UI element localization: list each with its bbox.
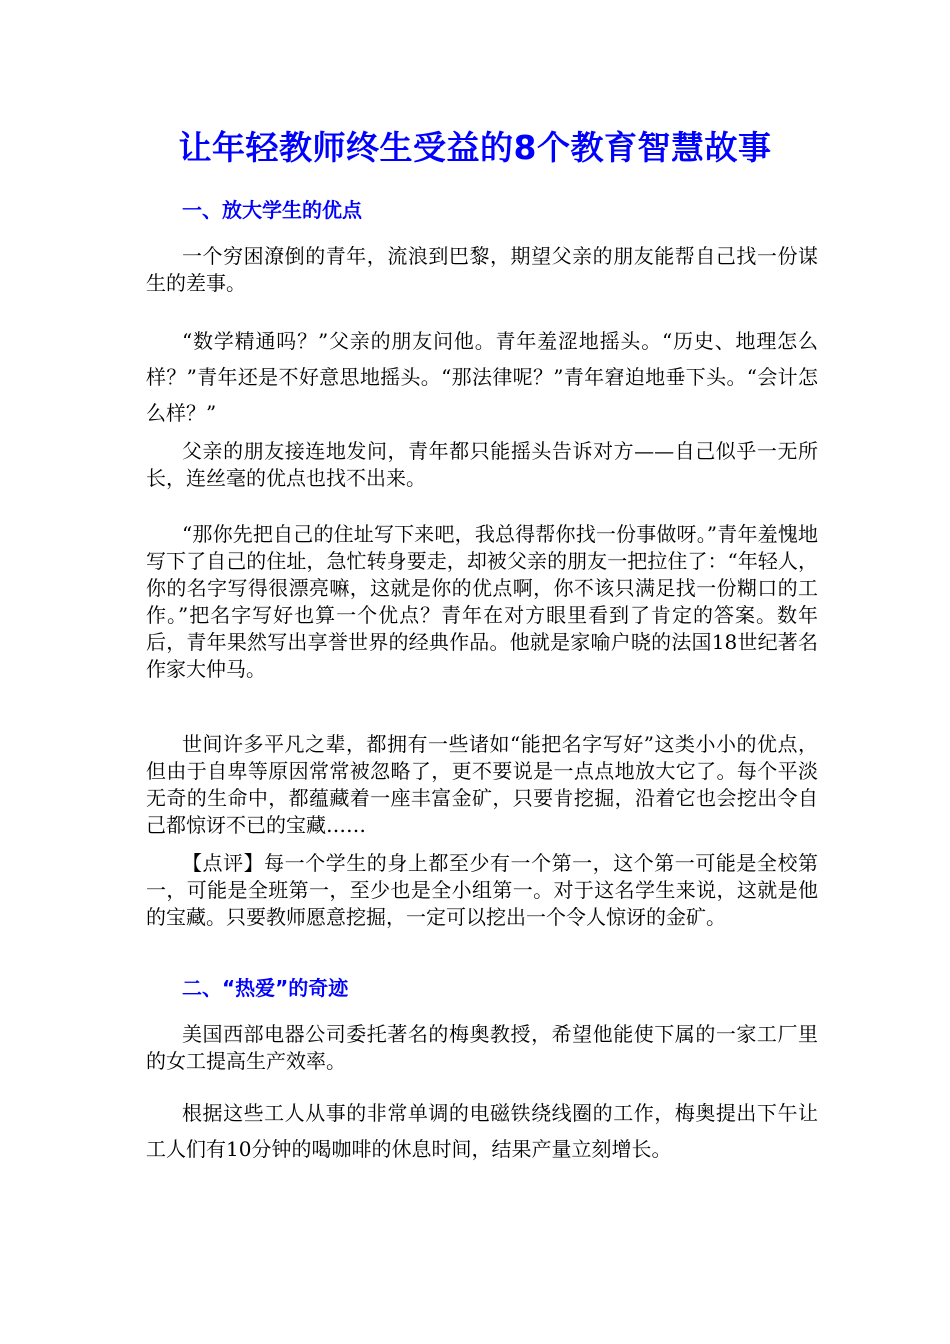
document-title: 让年轻教师终生受益的8个教育智慧故事 xyxy=(178,128,772,167)
section-heading-2: 二、“热爱”的奇迹 xyxy=(182,976,349,1000)
review-paragraph: 【点评】每一个学生的身上都至少有一个第一，这个第一可能是全校第一，可能是全班第一，至少也是全小组第一。对于这名学生来说，这就是他的宝藏。只要教师愿意挖掘，一定可以挖出一个令人惊讶的金矿。 xyxy=(146,851,818,929)
paragraph: 根据这些工人从事的非常单调的电磁铁绕线圈的工作，梅奥提出下午让工人们有10分钟的喝咖啡的休息时间，结果产量立刻增长。 xyxy=(146,1101,818,1161)
paragraph: “那你先把自己的住址写下来吧，我总得帮你找一份事做呀。”青年羞愧地写下了自己的住址，急忙转身要走，却被父亲的朋友一把拉住了：“年轻人，你的名字写得很漂亮嘛，这就是你的优点啊，你不该只满足找一份糊口的工作。”把名字写好也算一个优点？青年在对方眼里看到了肯定的答案。数年后，青年果然写出享誉世界的经典作品。他就是家喻户晓的法国18世纪著名作家大仲马。 xyxy=(146,522,818,681)
paragraph: 父亲的朋友接连地发问，青年都只能摇头告诉对方——自己似乎一无所长，连丝毫的优点也找不出来。 xyxy=(146,439,818,490)
section-heading-1: 一、放大学生的优点 xyxy=(182,198,362,222)
paragraph: “数学精通吗？”父亲的朋友问他。青年羞涩地摇头。“历史、地理怎么样？”青年还是不好意思地摇头。“那法律呢？”青年窘迫地垂下头。“会计怎么样？” xyxy=(146,329,818,425)
paragraph: 美国西部电器公司委托著名的梅奥教授，希望他能使下属的一家工厂里的女工提高生产效率。 xyxy=(146,1022,818,1073)
paragraph: 世间许多平凡之辈，都拥有一些诸如“能把名字写好”这类小小的优点，但由于自卑等原因常常被忽略了，更不要说是一点点地放大它了。每个平淡无奇的生命中，都蕴藏着一座丰富金矿，只要肯挖掘，沿着它也会挖出令自己都惊讶不已的宝藏…… xyxy=(146,732,818,837)
paragraph: 一个穷困潦倒的青年，流浪到巴黎，期望父亲的朋友能帮自己找一份谋生的差事。 xyxy=(146,244,818,295)
